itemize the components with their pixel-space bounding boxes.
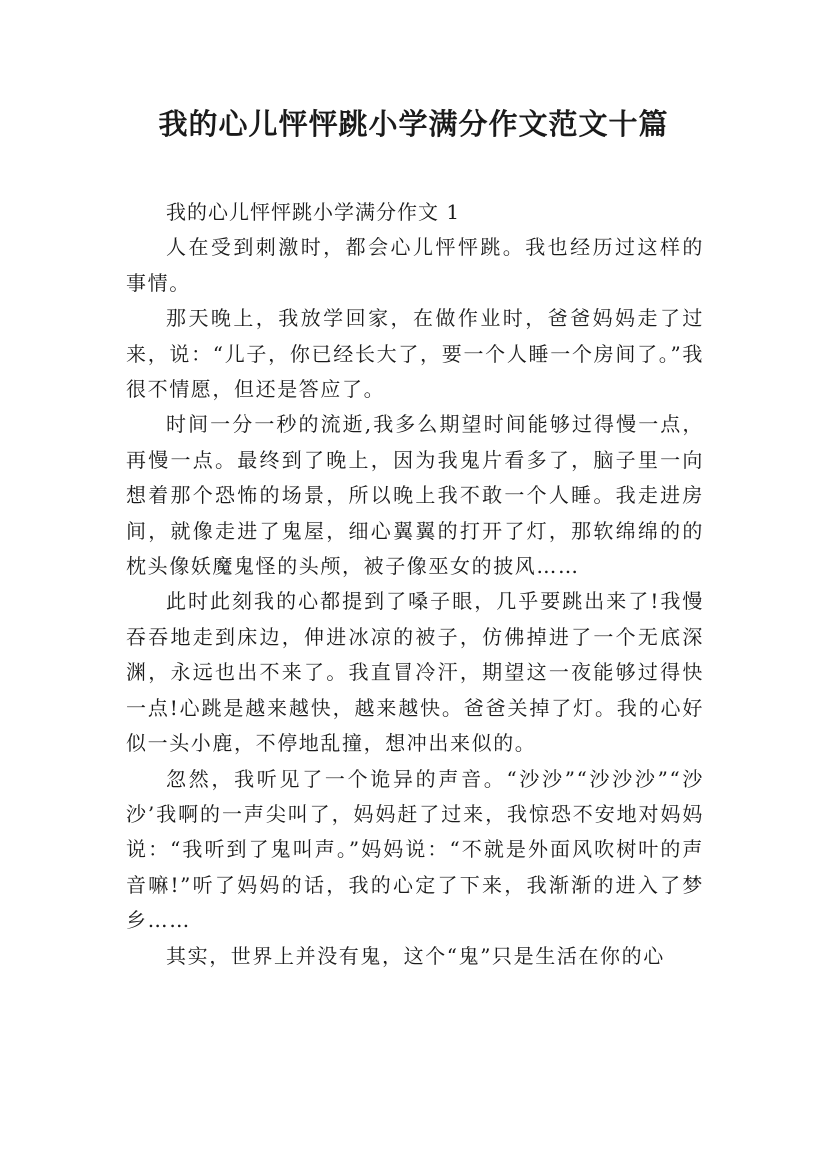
paragraph: 人在受到刺激时，都会心儿怦怦跳。我也经历过这样的事情。 [126, 235, 704, 295]
paragraph: 时间一分一秒的流逝,我多么期望时间能够过得慢一点，再慢一点。最终到了晚上，因为我鬼片看多了，脑子里一向想着那个恐怖的场景，所以晚上我不敢一个人睡。我走进房间，就像走进了鬼屋，细心翼翼的打开了灯，那软绵绵的的枕头像妖魔鬼怪的头颅，被子像巫女的披风…… [126, 412, 704, 579]
paragraph: 那天晚上，我放学回家，在做作业时，爸爸妈妈走了过来，说：“儿子，你已经长大了，要一个人睡一个房间了。”我很不情愿，但还是答应了。 [126, 306, 704, 402]
paragraph: 其实，世界上并没有鬼，这个“鬼”只是生活在你的心 [166, 943, 665, 968]
document-body [126, 195, 704, 974]
document-title: 我的心儿怦怦跳小学满分作文范文十篇 [158, 107, 669, 141]
paragraph: 此时此刻我的心都提到了嗓子眼，几乎要跳出来了!我慢吞吞地走到床边，伸进冰凉的被子，仿佛掉进了一个无底深渊，永远也出不来了。我直冒冷汗，期望这一夜能够过得快一点!心跳是越来越快，越来越快。爸爸关掉了灯。我的心好似一头小鹿，不停地乱撞，想冲出来似的。 [126, 589, 704, 756]
essay-subtitle: 我的心儿怦怦跳小学满分作文 1 [166, 200, 461, 224]
paragraph: 忽然，我听见了一个诡异的声音。“沙沙”“沙沙沙”“沙沙’我啊的一声尖叫了，妈妈赶了过来，我惊恐不安地对妈妈说：“我听到了鬼叫声。”妈妈说：“不就是外面风吹树叶的声音嘛!”听了妈妈的话，我的心定了下来，我渐渐的进入了梦乡…… [126, 766, 704, 933]
